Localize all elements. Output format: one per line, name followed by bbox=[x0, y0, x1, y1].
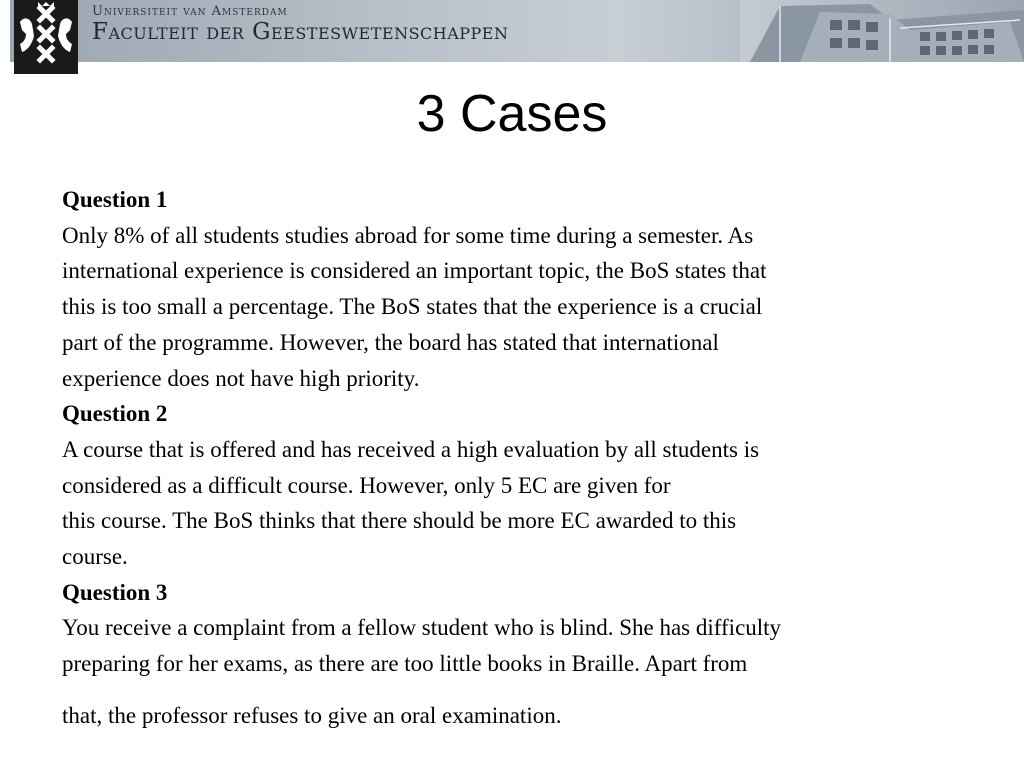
header-banner bbox=[0, 0, 1024, 76]
university-name: Universiteit van Amsterdam bbox=[92, 4, 288, 19]
building-photo bbox=[740, 0, 1024, 62]
question-1-line: part of the programme. However, the board has stated that international bbox=[62, 329, 719, 355]
question-2-line: A course that is offered and has received a high evaluation by all students is bbox=[62, 436, 760, 462]
question-3-heading: Question 3 bbox=[62, 579, 168, 605]
slide-body bbox=[62, 182, 962, 734]
question-3-line: You receive a complaint from a fellow student who is blind. She has difficulty bbox=[62, 615, 782, 641]
question-3-line: preparing for her exams, as there are too little books in Braille. Apart from bbox=[62, 651, 748, 677]
question-1-line: Only 8% of all students studies abroad for some time during a semester. As bbox=[62, 222, 754, 248]
question-3-last-line: that, the professor refuses to give an oral examination. bbox=[62, 702, 562, 728]
question-2-line: course. bbox=[62, 544, 128, 570]
uva-crosses-logo-icon bbox=[14, 0, 78, 74]
faculty-name: Faculteit der Geesteswetenschappen bbox=[92, 19, 509, 45]
question-1-line: this is too small a percentage. The BoS states that the experience is a crucial bbox=[62, 294, 763, 320]
question-1-heading: Question 1 bbox=[62, 187, 168, 212]
question-2-line: considered as a difficult course. However, only 5 EC are given for bbox=[62, 472, 671, 498]
question-2-heading: Question 2 bbox=[62, 401, 168, 427]
slide-title: 3 Cases bbox=[416, 85, 608, 143]
question-2-line: this course. The BoS thinks that there should be more EC awarded to this bbox=[62, 508, 737, 534]
question-1-line: experience does not have high priority. bbox=[62, 365, 420, 391]
question-1-line: international experience is considered an important topic, the BoS states that bbox=[62, 258, 767, 284]
